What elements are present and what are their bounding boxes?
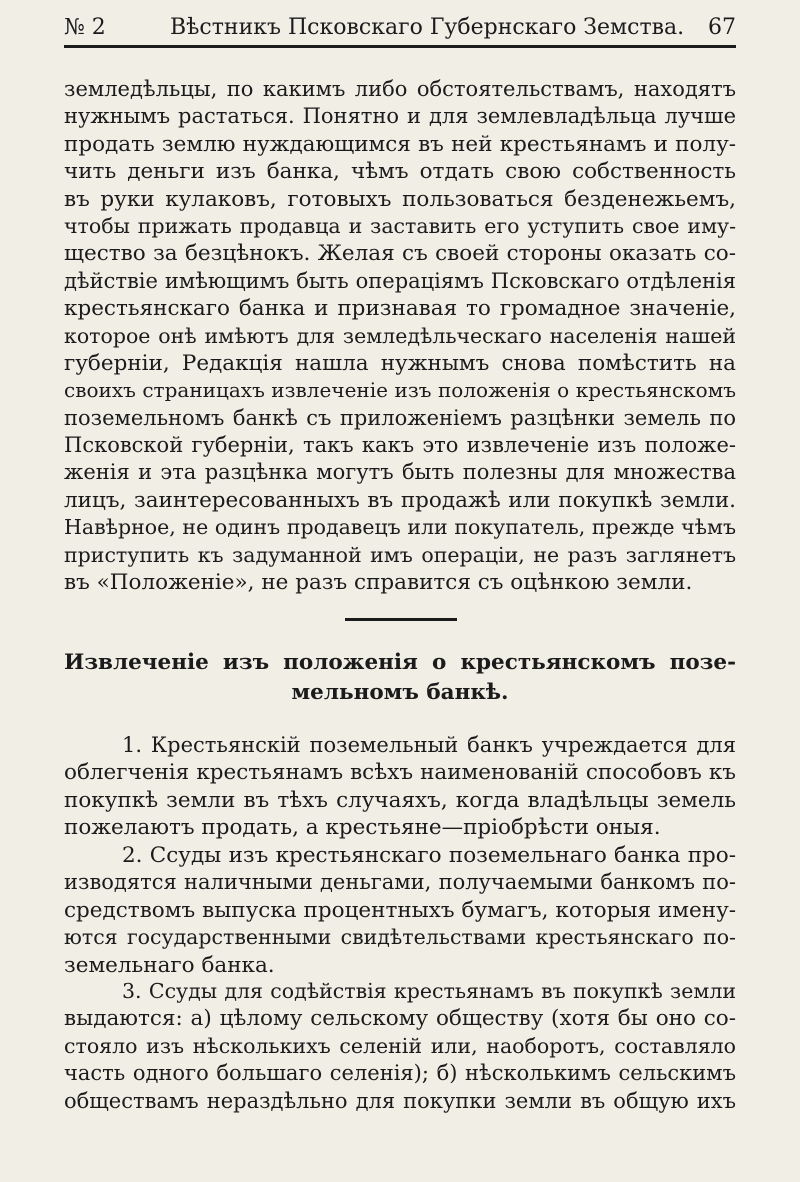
- text-line: своихъ страницахъ извлеченіе изъ положенія о крестьянскомъ: [64, 378, 736, 403]
- text-line: часть одного большаго селенія); б) нѣсколькимъ сельскимъ: [64, 1061, 736, 1086]
- header-rule: [64, 45, 736, 48]
- text-line: облегченія крестьянамъ всѣхъ наименованій способовъ къ: [64, 760, 736, 786]
- text-line: изводятся наличными деньгами, получаемыми банкомъ по-: [64, 870, 736, 895]
- text-line: нужнымъ растаться. Понятно и для землевладѣльца лучше: [64, 104, 736, 129]
- text-line: поземельномъ банкѣ съ приложеніемъ разцѣнки земель по: [64, 405, 736, 430]
- text-line: обществамъ нераздѣльно для покупки земли въ общую ихъ: [64, 1088, 736, 1113]
- text-line: земельнаго банка.: [64, 952, 275, 978]
- text-line: пожелаютъ продать, а крестьяне—пріобрѣсти оныя.: [64, 815, 661, 841]
- text-line: ются государственными свидѣтельствами крестьянскаго по-: [64, 925, 736, 950]
- text-line: приступить къ задуманной имъ операціи, не разъ заглянетъ: [64, 542, 736, 567]
- text-line: въ руки кулаковъ, готовыхъ пользоваться безденежьемъ,: [64, 186, 736, 212]
- intro-paragraph: [64, 76, 736, 596]
- text-line: 3. Ссуды для содѣйствія крестьянамъ въ покупкѣ земли: [122, 979, 736, 1003]
- section-separator: [345, 618, 457, 621]
- text-line: дѣйствіе имѣющимъ быть операціямъ Псковскаго отдѣленія: [64, 268, 736, 293]
- text-line: чтобы прижать продавца и заставить его уступить свое иму-: [64, 213, 736, 238]
- text-line: 2. Ссуды изъ крестьянскаго поземельнаго банка про-: [122, 843, 736, 868]
- text-line: губерніи, Редакція нашла нужнымъ снова помѣстить на: [64, 350, 736, 376]
- text-line: продать землю нуждающимся въ ней крестьянамъ и полу-: [64, 131, 736, 157]
- article-3: [64, 978, 736, 1115]
- text-line: женія и эта разцѣнка могутъ быть полезны для множества: [64, 460, 736, 485]
- heading-line: Извлеченіе изъ положенія о крестьянскомъ позе-: [64, 650, 736, 675]
- text-line: крестьянскаго банка и признавая то громадное значеніе,: [64, 296, 736, 322]
- article-2: [64, 842, 736, 979]
- section-heading: [64, 648, 736, 708]
- issue-number: № 2: [64, 15, 106, 40]
- page-number: 67: [708, 15, 736, 40]
- text-line: 1. Крестьянскій поземельный банкъ учреждается для: [122, 733, 736, 757]
- text-line: щество за безцѣнокъ. Желая съ своей стороны оказать со-: [64, 241, 736, 267]
- text-line: покупкѣ земли въ тѣхъ случаяхъ, когда владѣльцы земель: [64, 787, 736, 813]
- article-1: [64, 732, 736, 842]
- text-line: земледѣльцы, по какимъ либо обстоятельствамъ, находятъ: [64, 77, 736, 101]
- text-line: чить деньги изъ банка, чѣмъ отдать свою собственность: [64, 159, 736, 185]
- text-line: которое онѣ имѣютъ для земледѣльческаго населенія нашей: [64, 323, 736, 348]
- text-line: средствомъ выпуска процентныхъ бумагъ, которыя имену-: [64, 897, 736, 923]
- journal-title: Вѣстникъ Псковскаго Губернскаго Земства.: [170, 15, 685, 40]
- heading-line: мельномъ банкѣ.: [291, 680, 509, 705]
- text-line: лицъ, заинтересованныхъ въ продажѣ или покупкѣ земли.: [64, 487, 736, 513]
- text-line: Навѣрное, не одинъ продавецъ или покупатель, прежде чѣмъ: [64, 515, 736, 540]
- text-line: въ «Положеніе», не разъ справится съ оцѣнкою земли.: [64, 570, 693, 596]
- text-line: стояло изъ нѣсколькихъ селеній или, наоборотъ, составляло: [64, 1033, 736, 1058]
- text-line: выдаются: а) цѣлому сельскому обществу (хотя бы оно со-: [64, 1006, 736, 1032]
- running-head: [64, 12, 736, 44]
- text-line: Псковской губерніи, такъ какъ это извлеченіе изъ положе-: [64, 433, 736, 458]
